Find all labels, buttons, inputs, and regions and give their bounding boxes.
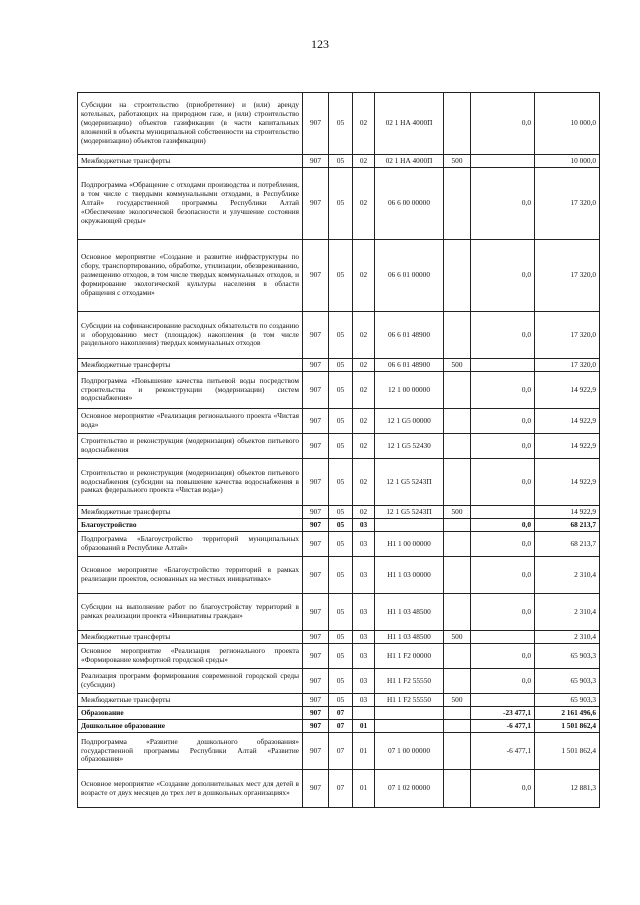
row-grbs-cell: 907 xyxy=(303,155,329,168)
row-total-cell: 14 922,9 xyxy=(535,372,600,409)
row-name-cell: Подпрограмма «Повышение качества питьевой воды посредством строительства и реконструкции (модернизации) систем водоснабжения» xyxy=(78,372,303,409)
row-grbs-cell: 907 xyxy=(303,532,329,557)
table-row xyxy=(78,409,600,434)
table-row xyxy=(78,240,600,312)
row-section-cell: 07 xyxy=(329,770,353,808)
row-target-article-cell: 12 1 G5 5243П xyxy=(375,506,444,519)
row-subsection-cell: 02 xyxy=(353,409,375,434)
row-grbs-cell: 907 xyxy=(303,312,329,359)
row-name-cell: Строительство и реконструкция (модернизация) объектов питьевого водоснабжения xyxy=(78,434,303,459)
row-name-cell: Межбюджетные трансферты xyxy=(78,155,303,168)
row-total-cell: 65 903,3 xyxy=(535,669,600,694)
row-target-article-cell: Н1 1 F2 00000 xyxy=(375,644,444,669)
row-expense-type-cell xyxy=(444,720,471,733)
row-change-cell xyxy=(471,506,535,519)
row-target-article-cell: Н1 1 F2 55550 xyxy=(375,694,444,707)
budget-table xyxy=(77,92,600,808)
row-total-cell: 2 310,4 xyxy=(535,594,600,631)
row-total-cell: 65 903,3 xyxy=(535,694,600,707)
table-row xyxy=(78,770,600,808)
row-name-cell: Субсидии на строительство (приобретение) и (или) аренду котельных, работающих на природном газе, и (или) строительство (модернизацию) объектов газификации (в части капитальных вложений в объекты муниципальной собственности на строительство (модернизацию) объектов газификации) xyxy=(78,93,303,155)
page-number: 123 xyxy=(311,37,329,51)
row-change-cell: 0,0 xyxy=(471,168,535,240)
table-row xyxy=(78,644,600,669)
row-target-article-cell xyxy=(375,707,444,720)
row-expense-type-cell xyxy=(444,557,471,594)
table-row xyxy=(78,594,600,631)
row-grbs-cell: 907 xyxy=(303,93,329,155)
table-row xyxy=(78,168,600,240)
row-name-cell: Подпрограмма «Развитие дошкольного образования» государственной программы Республики Алтай «Развитие образования» xyxy=(78,733,303,770)
row-subsection-cell: 02 xyxy=(353,506,375,519)
row-target-article-cell: 06 6 01 48900 xyxy=(375,359,444,372)
row-expense-type-cell xyxy=(444,168,471,240)
row-grbs-cell: 907 xyxy=(303,240,329,312)
table-row xyxy=(78,434,600,459)
row-name-cell: Подпрограмма «Обращение с отходами производства и потребления, в том числе с твердыми коммунальными отходами, в Республике Алтай» государственной программы Республики Алтай «Обеспечение экологической безопасности и улучшение состояния окружающей среды» xyxy=(78,168,303,240)
row-name-cell: Образование xyxy=(78,707,303,720)
row-section-cell: 07 xyxy=(329,733,353,770)
row-target-article-cell: Н1 1 00 00000 xyxy=(375,532,444,557)
row-name-cell: Дошкольное образование xyxy=(78,720,303,733)
row-subsection-cell: 02 xyxy=(353,312,375,359)
table-row xyxy=(78,733,600,770)
row-subsection-cell: 02 xyxy=(353,240,375,312)
row-subsection-cell: 02 xyxy=(353,155,375,168)
row-expense-type-cell: 500 xyxy=(444,506,471,519)
row-subsection-cell: 03 xyxy=(353,669,375,694)
row-name-cell: Основное мероприятие «Создание дополнительных мест для детей в возрасте от двух месяцев до трех лет в дошкольных организациях» xyxy=(78,770,303,808)
row-total-cell: 17 320,0 xyxy=(535,168,600,240)
row-subsection-cell: 03 xyxy=(353,532,375,557)
row-subsection-cell: 01 xyxy=(353,720,375,733)
row-grbs-cell: 907 xyxy=(303,409,329,434)
row-name-cell: Подпрограмма «Благоустройство территорий муниципальных образований в Республике Алтай» xyxy=(78,532,303,557)
row-section-cell: 05 xyxy=(329,155,353,168)
row-grbs-cell: 907 xyxy=(303,707,329,720)
row-grbs-cell: 907 xyxy=(303,669,329,694)
row-target-article-cell xyxy=(375,519,444,532)
row-total-cell: 2 161 496,6 xyxy=(535,707,600,720)
row-name-cell: Межбюджетные трансферты xyxy=(78,631,303,644)
table-row xyxy=(78,312,600,359)
row-expense-type-cell xyxy=(444,459,471,506)
row-section-cell: 05 xyxy=(329,459,353,506)
table-row xyxy=(78,459,600,506)
row-expense-type-cell xyxy=(444,240,471,312)
row-subsection-cell: 02 xyxy=(353,93,375,155)
row-section-cell: 05 xyxy=(329,240,353,312)
row-grbs-cell: 907 xyxy=(303,359,329,372)
row-subsection-cell xyxy=(353,707,375,720)
row-name-cell: Межбюджетные трансферты xyxy=(78,694,303,707)
row-change-cell: 0,0 xyxy=(471,240,535,312)
row-expense-type-cell: 500 xyxy=(444,359,471,372)
row-name-cell: Основное мероприятие «Благоустройство территорий в рамках реализации проектов, основанных на местных инициативах» xyxy=(78,557,303,594)
row-grbs-cell: 907 xyxy=(303,694,329,707)
row-target-article-cell: Н1 1 F2 55550 xyxy=(375,669,444,694)
row-total-cell: 10 000,0 xyxy=(535,155,600,168)
row-subsection-cell: 01 xyxy=(353,733,375,770)
row-section-cell: 05 xyxy=(329,312,353,359)
row-section-cell: 05 xyxy=(329,519,353,532)
row-target-article-cell: 02 1 НА 4000П xyxy=(375,93,444,155)
row-section-cell: 05 xyxy=(329,644,353,669)
row-name-cell: Благоустройство xyxy=(78,519,303,532)
row-section-cell: 05 xyxy=(329,93,353,155)
row-subsection-cell: 02 xyxy=(353,359,375,372)
row-target-article-cell: 12 1 00 00000 xyxy=(375,372,444,409)
row-grbs-cell: 907 xyxy=(303,168,329,240)
row-target-article-cell xyxy=(375,720,444,733)
row-change-cell xyxy=(471,155,535,168)
row-subsection-cell: 03 xyxy=(353,644,375,669)
table-row xyxy=(78,372,600,409)
row-change-cell: 0,0 xyxy=(471,557,535,594)
row-change-cell xyxy=(471,694,535,707)
row-total-cell: 1 501 862,4 xyxy=(535,720,600,733)
row-section-cell: 05 xyxy=(329,434,353,459)
row-section-cell: 05 xyxy=(329,694,353,707)
row-change-cell: 0,0 xyxy=(471,644,535,669)
row-total-cell: 14 922,9 xyxy=(535,506,600,519)
row-section-cell: 05 xyxy=(329,631,353,644)
row-total-cell: 10 000,0 xyxy=(535,93,600,155)
row-target-article-cell: 06 6 00 00000 xyxy=(375,168,444,240)
table-row xyxy=(78,359,600,372)
row-expense-type-cell: 500 xyxy=(444,694,471,707)
row-subsection-cell: 02 xyxy=(353,434,375,459)
table-row xyxy=(78,532,600,557)
row-section-cell: 05 xyxy=(329,669,353,694)
row-name-cell: Межбюджетные трансферты xyxy=(78,359,303,372)
row-change-cell xyxy=(471,631,535,644)
row-expense-type-cell: 500 xyxy=(444,155,471,168)
row-name-cell: Реализация программ формирования современной городской среды (субсидии) xyxy=(78,669,303,694)
row-grbs-cell: 907 xyxy=(303,644,329,669)
row-change-cell: 0,0 xyxy=(471,669,535,694)
row-grbs-cell: 907 xyxy=(303,770,329,808)
row-subsection-cell: 03 xyxy=(353,694,375,707)
table-row xyxy=(78,519,600,532)
row-target-article-cell: 06 6 01 00000 xyxy=(375,240,444,312)
row-section-cell: 05 xyxy=(329,557,353,594)
table-row xyxy=(78,557,600,594)
row-change-cell: 0,0 xyxy=(471,93,535,155)
row-expense-type-cell xyxy=(444,372,471,409)
row-subsection-cell: 02 xyxy=(353,372,375,409)
row-target-article-cell: 02 1 НА 4000П xyxy=(375,155,444,168)
row-grbs-cell: 907 xyxy=(303,434,329,459)
row-change-cell: 0,0 xyxy=(471,372,535,409)
row-total-cell: 17 320,0 xyxy=(535,359,600,372)
row-section-cell: 05 xyxy=(329,532,353,557)
table-row xyxy=(78,506,600,519)
row-expense-type-cell xyxy=(444,733,471,770)
table-row xyxy=(78,669,600,694)
table-body xyxy=(78,93,600,808)
row-change-cell: 0,0 xyxy=(471,594,535,631)
row-section-cell: 05 xyxy=(329,359,353,372)
row-name-cell: Межбюджетные трансферты xyxy=(78,506,303,519)
row-target-article-cell: 12 1 G5 00000 xyxy=(375,409,444,434)
row-change-cell: 0,0 xyxy=(471,312,535,359)
row-expense-type-cell xyxy=(444,312,471,359)
row-grbs-cell: 907 xyxy=(303,506,329,519)
row-change-cell xyxy=(471,359,535,372)
row-expense-type-cell xyxy=(444,770,471,808)
row-name-cell: Основное мероприятие «Реализация регионального проекта «Чистая вода» xyxy=(78,409,303,434)
row-name-cell: Строительство и реконструкция (модернизация) объектов питьевого водоснабжения (субсидии на повышение качества водоснабжения в рамках федерального проекта «Чистая вода») xyxy=(78,459,303,506)
row-change-cell: 0,0 xyxy=(471,519,535,532)
row-grbs-cell: 907 xyxy=(303,733,329,770)
row-total-cell: 17 320,0 xyxy=(535,240,600,312)
row-total-cell: 2 310,4 xyxy=(535,557,600,594)
row-expense-type-cell xyxy=(444,707,471,720)
row-change-cell: 0,0 xyxy=(471,409,535,434)
row-target-article-cell: 12 1 G5 52430 xyxy=(375,434,444,459)
row-total-cell: 65 903,3 xyxy=(535,644,600,669)
row-total-cell: 68 213,7 xyxy=(535,519,600,532)
row-change-cell: 0,0 xyxy=(471,770,535,808)
row-name-cell: Основное мероприятие «Реализация регионального проекта «Формирование комфортной городской среды» xyxy=(78,644,303,669)
row-expense-type-cell xyxy=(444,594,471,631)
row-grbs-cell: 907 xyxy=(303,519,329,532)
row-subsection-cell: 03 xyxy=(353,594,375,631)
row-target-article-cell: 07 1 00 00000 xyxy=(375,733,444,770)
row-expense-type-cell xyxy=(444,644,471,669)
row-subsection-cell: 01 xyxy=(353,770,375,808)
row-name-cell: Субсидии на софинансирование расходных обязательств по созданию и оборудованию мест (площадок) накопления (в том числе раздельного накопления) твердых коммунальных отходов xyxy=(78,312,303,359)
row-total-cell: 17 320,0 xyxy=(535,312,600,359)
row-grbs-cell: 907 xyxy=(303,631,329,644)
row-total-cell: 14 922,9 xyxy=(535,434,600,459)
table-row xyxy=(78,707,600,720)
row-target-article-cell: Н1 1 03 48500 xyxy=(375,631,444,644)
table-row xyxy=(78,155,600,168)
row-change-cell: -6 477,1 xyxy=(471,720,535,733)
row-target-article-cell: Н1 1 03 00000 xyxy=(375,557,444,594)
row-change-cell: 0,0 xyxy=(471,434,535,459)
row-expense-type-cell xyxy=(444,434,471,459)
row-section-cell: 05 xyxy=(329,506,353,519)
row-expense-type-cell xyxy=(444,93,471,155)
row-change-cell: -23 477,1 xyxy=(471,707,535,720)
row-name-cell: Основное мероприятие «Создание и развитие инфраструктуры по сбору, транспортированию, обработке, утилизации, обезвреживанию, размещению отходов, в том числе твердых коммунальных отходов, и формирование экологической культуры населения в области обращения с отходами» xyxy=(78,240,303,312)
table-row xyxy=(78,694,600,707)
row-section-cell: 07 xyxy=(329,707,353,720)
row-total-cell: 1 501 862,4 xyxy=(535,733,600,770)
row-section-cell: 05 xyxy=(329,168,353,240)
row-total-cell: 68 213,7 xyxy=(535,532,600,557)
row-section-cell: 07 xyxy=(329,720,353,733)
row-expense-type-cell xyxy=(444,532,471,557)
row-section-cell: 05 xyxy=(329,409,353,434)
row-change-cell: 0,0 xyxy=(471,459,535,506)
row-target-article-cell: Н1 1 03 48500 xyxy=(375,594,444,631)
table-row xyxy=(78,631,600,644)
row-subsection-cell: 03 xyxy=(353,631,375,644)
row-total-cell: 2 310,4 xyxy=(535,631,600,644)
row-name-cell: Субсидии на выполнение работ по благоустройству территорий в рамках реализации проекта «Инициативы граждан» xyxy=(78,594,303,631)
row-section-cell: 05 xyxy=(329,594,353,631)
row-grbs-cell: 907 xyxy=(303,459,329,506)
row-expense-type-cell xyxy=(444,519,471,532)
row-change-cell: -6 477,1 xyxy=(471,733,535,770)
row-subsection-cell: 03 xyxy=(353,557,375,594)
row-target-article-cell: 06 6 01 48900 xyxy=(375,312,444,359)
row-expense-type-cell xyxy=(444,669,471,694)
row-total-cell: 14 922,9 xyxy=(535,459,600,506)
row-target-article-cell: 12 1 G5 5243П xyxy=(375,459,444,506)
table-row xyxy=(78,93,600,155)
row-subsection-cell: 03 xyxy=(353,519,375,532)
row-grbs-cell: 907 xyxy=(303,720,329,733)
row-total-cell: 12 881,3 xyxy=(535,770,600,808)
row-subsection-cell: 02 xyxy=(353,168,375,240)
row-expense-type-cell: 500 xyxy=(444,631,471,644)
row-grbs-cell: 907 xyxy=(303,372,329,409)
row-section-cell: 05 xyxy=(329,372,353,409)
row-total-cell: 14 922,9 xyxy=(535,409,600,434)
row-change-cell: 0,0 xyxy=(471,532,535,557)
row-subsection-cell: 02 xyxy=(353,459,375,506)
table-row xyxy=(78,720,600,733)
row-target-article-cell: 07 1 02 00000 xyxy=(375,770,444,808)
row-grbs-cell: 907 xyxy=(303,557,329,594)
row-expense-type-cell xyxy=(444,409,471,434)
row-grbs-cell: 907 xyxy=(303,594,329,631)
